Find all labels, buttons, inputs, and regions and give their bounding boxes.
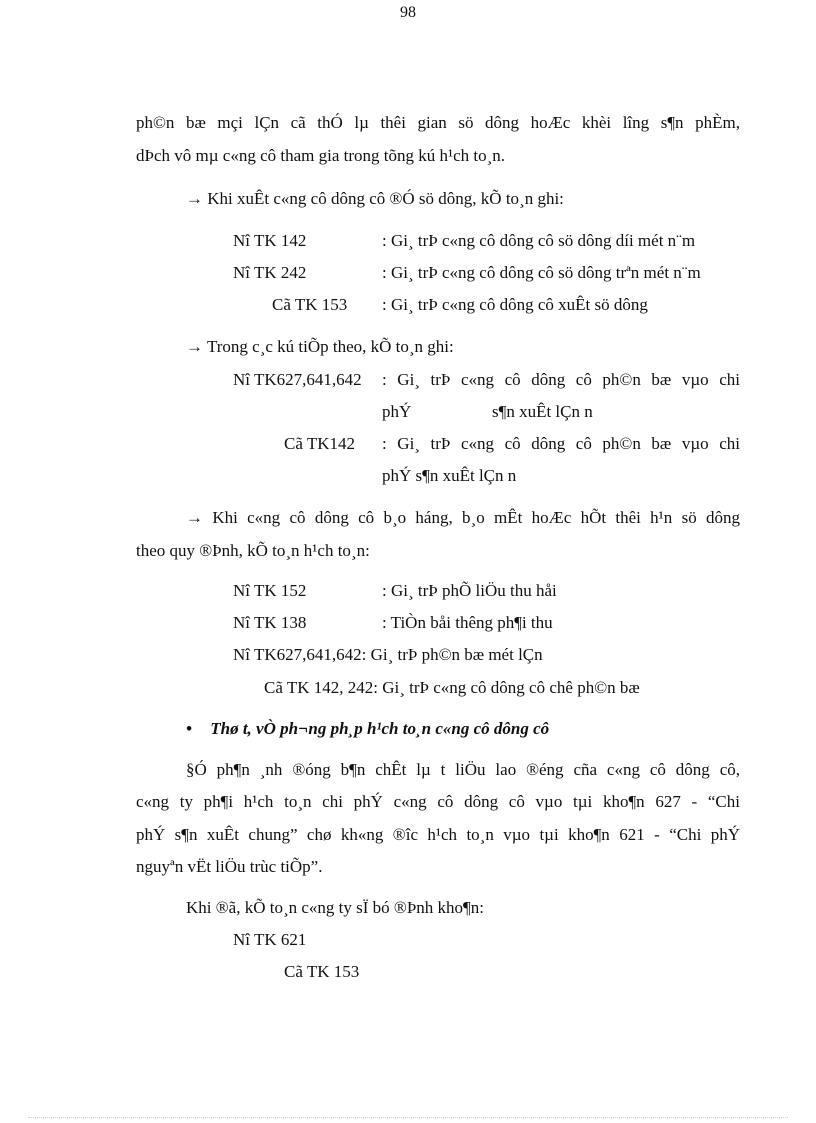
paragraph-line: ph©n bæ mçi lÇn cã thÓ lµ thêi gian sö dông hoÆc khèi lîng s¶n phÈm, bbox=[136, 113, 740, 132]
block2-intro bbox=[186, 337, 454, 357]
block3-intro-text: Khi c«ng cô dông cô b¸o háng, b¸o mÊt hoÆc hÕt thêi h¹n sö dông bbox=[212, 508, 741, 527]
entry-debit: Nî TK 621 bbox=[233, 930, 307, 949]
arrow-icon: → bbox=[186, 337, 203, 356]
entry-account: Cã TK 153 bbox=[272, 295, 348, 314]
block2-intro-text: Trong c¸c kú tiÕp theo, kÕ to¸n ghi: bbox=[206, 337, 454, 356]
paragraph-line: §Ó ph¶n ¸nh ®óng b¶n chÊt lµ t liÖu lao ®éng cña c«ng cô dông cô, bbox=[186, 760, 740, 779]
entry-desc: : Gi¸ trÞ c«ng cô dông cô sö dông díi mét n¨m bbox=[382, 231, 696, 250]
entry-line: Cã TK 142, 242: Gi¸ trÞ c«ng cô dông cô chê ph©n bæ bbox=[264, 678, 640, 697]
entry-account: Nî TK 138 bbox=[233, 613, 307, 632]
block1-intro bbox=[186, 189, 564, 209]
block4-intro: Khi ®ã, kÕ to¸n c«ng ty sÏ bó ®Þnh kho¶n: bbox=[186, 898, 484, 917]
paragraph-line: phÝ s¶n xuÊt chung” chø kh«ng ®îc h¹ch to¸n vµo tµi kho¶n 621 - “Chi phÝ bbox=[136, 825, 740, 844]
entry-desc: : TiÒn båi thêng ph¶i thu bbox=[382, 613, 553, 632]
entry-line: Nî TK627,641,642: Gi¸ trÞ ph©n bæ mét lÇn bbox=[233, 645, 543, 664]
entry-desc: : Gi¸ trÞ c«ng cô dông cô xuÊt sö dông bbox=[382, 295, 648, 314]
entry-desc: phÝ s¶n xuÊt lÇn n bbox=[382, 466, 517, 485]
paragraph-line: nguyªn vËt liÖu trùc tiÕp”. bbox=[136, 857, 323, 876]
entry-desc: : Gi¸ trÞ c«ng cô dông cô ph©n bæ vµo chi bbox=[382, 434, 740, 453]
section-heading bbox=[186, 719, 549, 739]
entry-account: Nî TK 242 bbox=[233, 263, 307, 282]
entry-desc: phÝ bbox=[382, 402, 412, 421]
entry-desc: : Gi¸ trÞ phÕ liÖu thu håi bbox=[382, 581, 557, 600]
entry-account: Nî TK 152 bbox=[233, 581, 307, 600]
bullet-icon: • bbox=[186, 719, 192, 738]
entry-credit: Cã TK 153 bbox=[284, 962, 360, 981]
entry-desc: : Gi¸ trÞ c«ng cô dông cô ph©n bæ vµo chi bbox=[382, 370, 740, 389]
entry-account: Nî TK627,641,642 bbox=[233, 370, 362, 389]
section-heading-text: Thø t, vÒ ph¬ng ph¸p h¹ch to¸n c«ng cô dông cô bbox=[210, 719, 550, 738]
paragraph-line: dÞch vô mµ c«ng cô tham gia trong tõng kú h¹ch to¸n. bbox=[136, 146, 506, 165]
footer-divider bbox=[28, 1117, 788, 1118]
arrow-icon: → bbox=[186, 508, 203, 527]
entry-account: Nî TK 142 bbox=[233, 231, 307, 250]
block1-intro-text: Khi xuÊt c«ng cô dông cô ®Ó sö dông, kÕ to¸n ghi: bbox=[207, 189, 564, 208]
page-number: 98 bbox=[400, 4, 416, 21]
entry-desc: : Gi¸ trÞ c«ng cô dông cô sö dông trªn mét n¨m bbox=[382, 263, 701, 282]
entry-desc: s¶n xuÊt lÇn n bbox=[492, 402, 593, 421]
arrow-icon: → bbox=[186, 189, 203, 208]
block3-intro bbox=[186, 508, 740, 528]
paragraph-line: theo quy ®Þnh, kÕ to¸n h¹ch to¸n: bbox=[136, 541, 370, 560]
paragraph-line: c«ng ty ph¶i h¹ch to¸n chi phÝ c«ng cô dông cô vµo tµi kho¶n 627 - “Chi bbox=[136, 792, 740, 811]
entry-account: Cã TK142 bbox=[284, 434, 355, 453]
